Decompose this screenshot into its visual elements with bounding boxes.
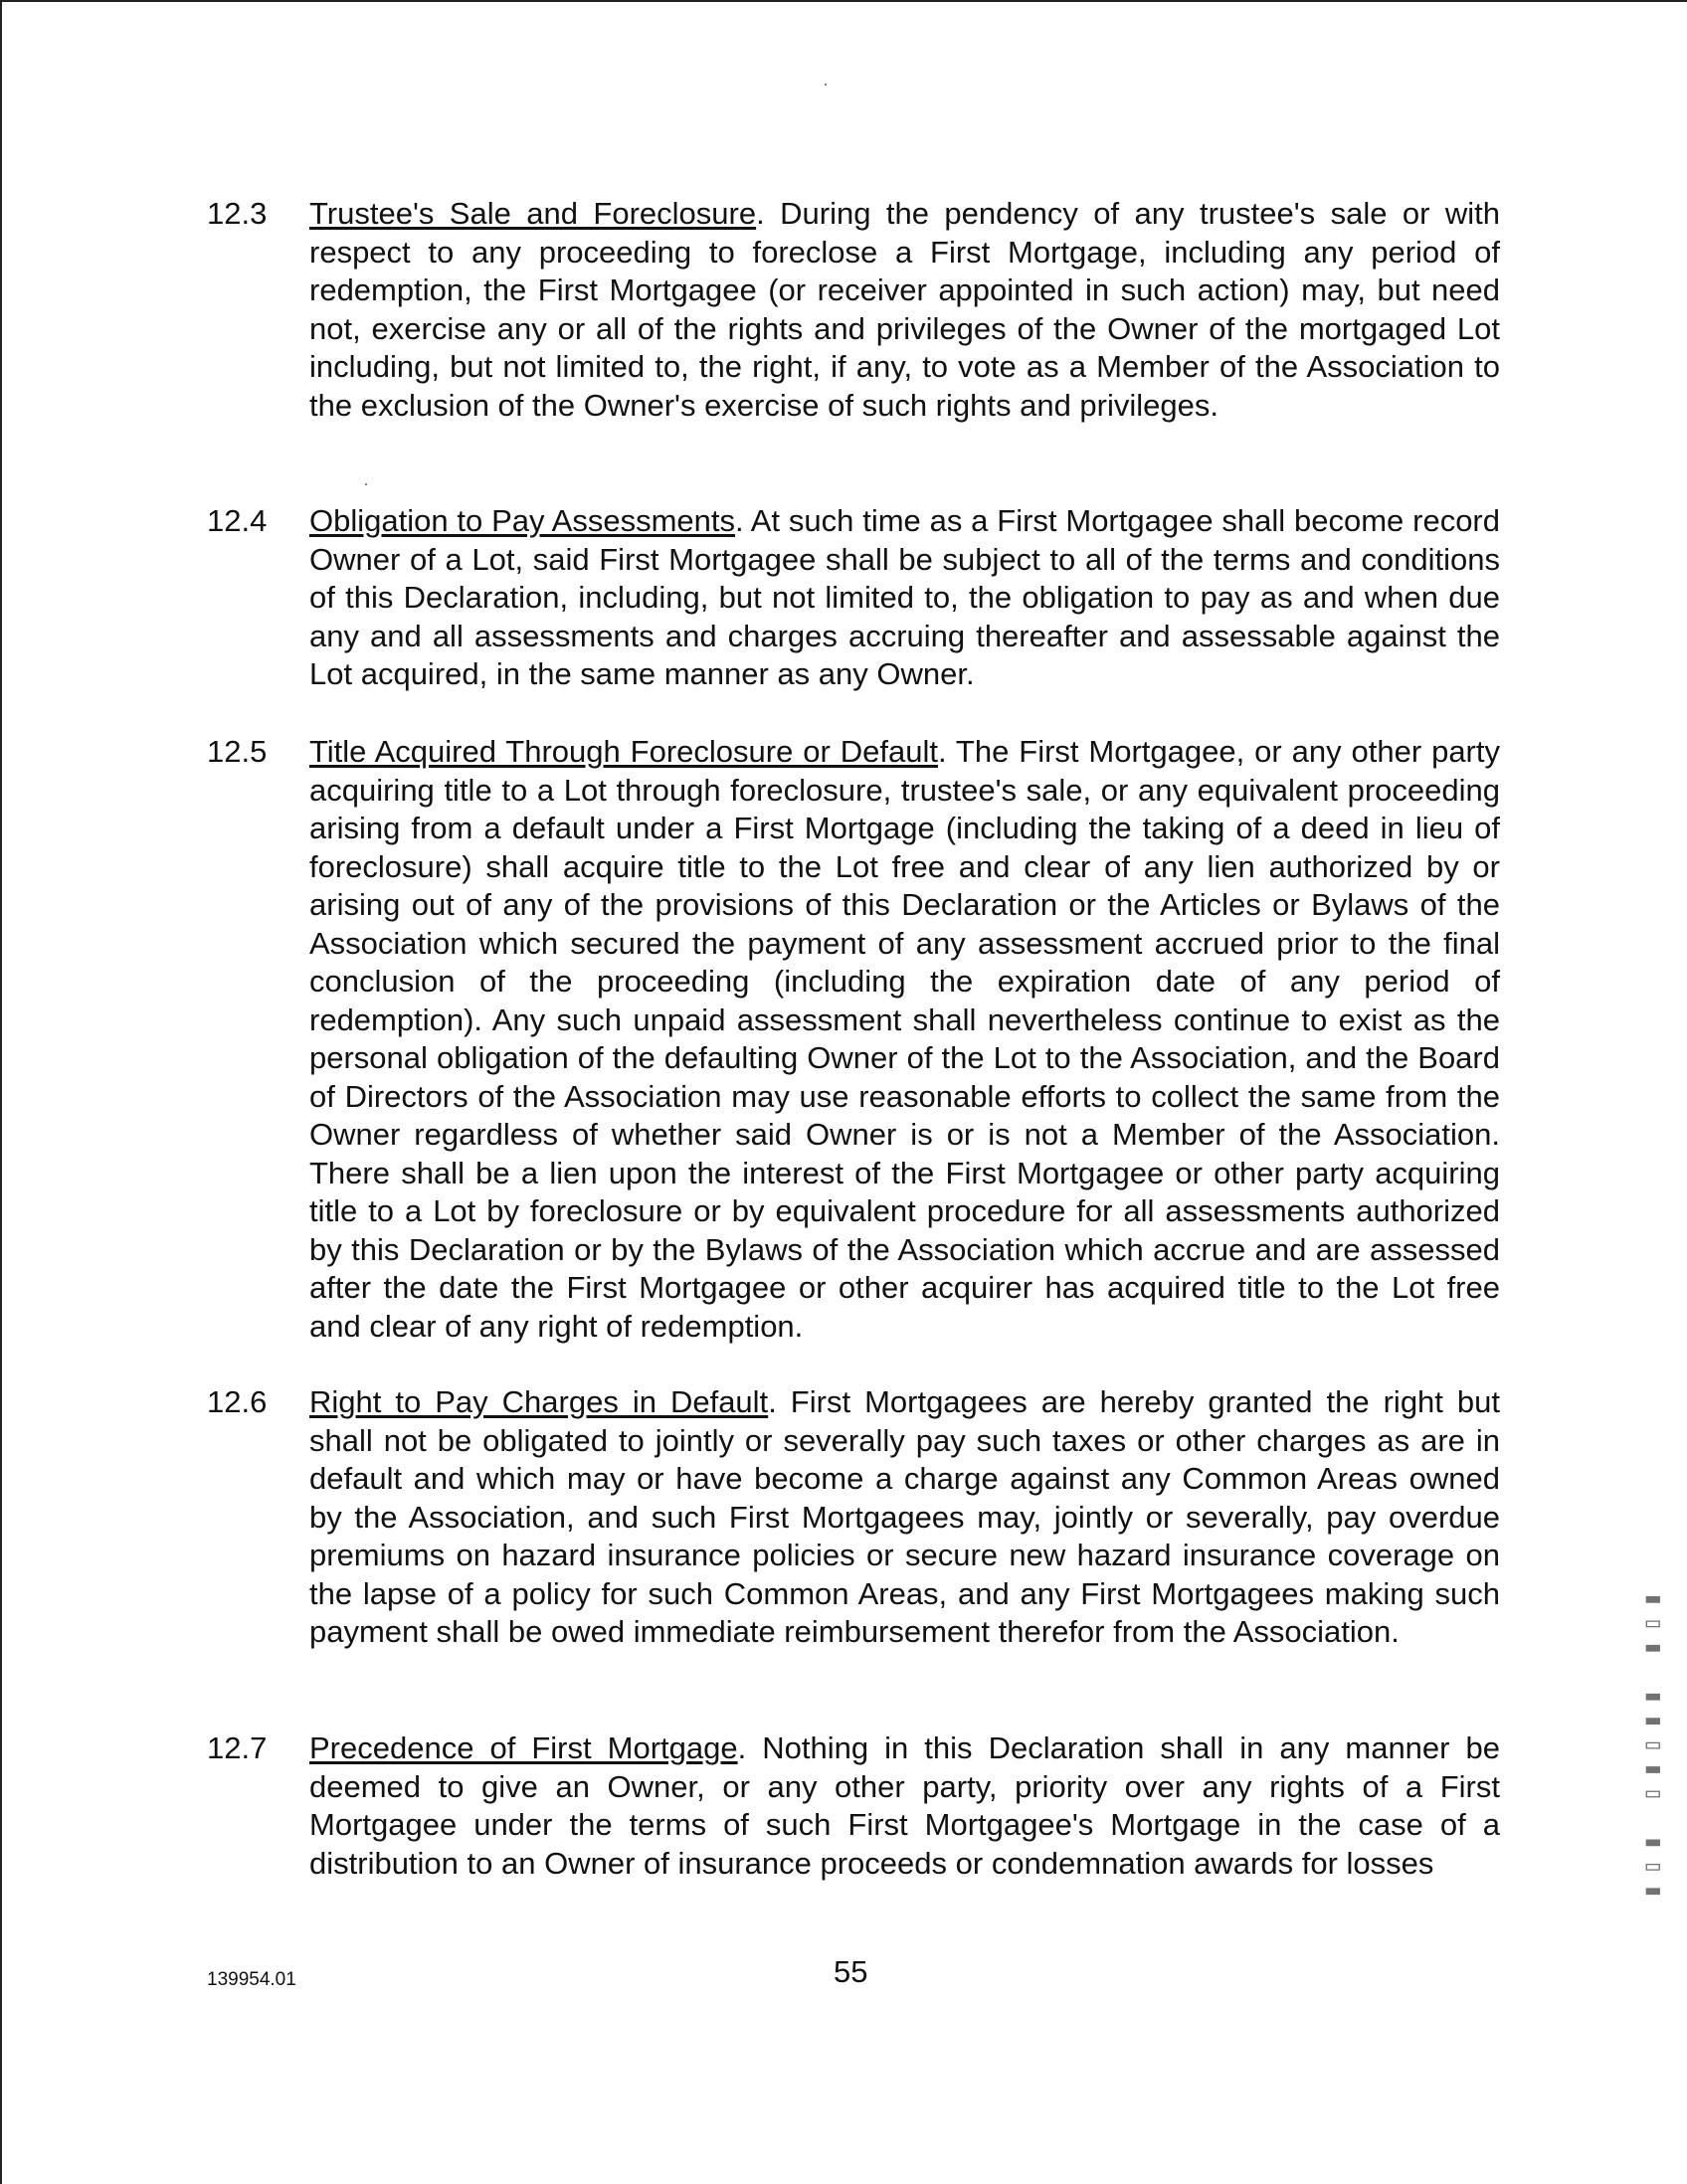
section-body <box>309 1729 1500 1883</box>
document-code: 139954.01 <box>207 1969 296 1990</box>
section-text: . First Mortgagees are hereby granted the right but shall not be obligated to jointly or severally pay such taxes or other charges as are in default and which may or have become a charge against any Common Areas owned by the Association, and such First Mortgagees may, jointly or severally, pay overdue premiums on hazard insurance policies or secure new hazard insurance coverage on the lapse of a policy for such Common Areas, and any First Mortgagees making such payment shall be owed immediate reimbursement therefor from the Association. <box>309 1384 1501 1649</box>
section-title: Title Acquired Through Foreclosure or Default <box>309 734 938 769</box>
section-number: 12.6 <box>207 1384 268 1419</box>
section-text: . During the pendency of any trustee's sale or with respect to any proceeding to foreclose a First Mortgage, including any period of redemption, the First Mortgagee (or receiver appointed in such action) may, but need not, exercise any or all of the rights and privileges of the Owner of the mortgaged Lot including, but not limited to, the right, if any, to vote as a Member of the Association to the exclusion of the Owner's exercise of such rights and privileges. <box>309 196 1500 423</box>
section-body <box>309 195 1500 425</box>
section-number: 12.3 <box>207 196 268 231</box>
section-title: Obligation to Pay Assessments <box>309 503 736 538</box>
section-number: 12.7 <box>207 1730 268 1765</box>
section-number: 12.5 <box>207 734 268 769</box>
section-title: Trustee's Sale and Foreclosure <box>309 196 757 231</box>
section-body <box>309 733 1500 1346</box>
section-number: 12.4 <box>207 503 268 538</box>
section-title: Right to Pay Charges in Default <box>309 1384 769 1419</box>
section-text: . Nothing in this Declaration shall in any manner be deemed to give an Owner, or any other party, priority over any rights of a First Mortgagee under the terms of such First Mortgagee's Mortgage in the case of a distribution to an Owner of insurance proceeds or condemnation awards for losses <box>309 1730 1501 1881</box>
section-text: . The First Mortgagee, or any other party acquiring title to a Lot through foreclosure, trustee's sale, or any equivalent proceeding arising from a default under a First Mortgage (including the taking of a deed in lieu of foreclosure) shall acquire title to the Lot free and clear of any lien authorized by or arising out of any of the provisions of this Declaration or the Articles or Bylaws of the Association which secured the payment of any assessment accrued prior to the final conclusion of the proceeding (including the expiration date of any period of redemption). Any such unpaid assessment shall nevertheless continue to exist as the personal obligation of the defaulting Owner of the Lot to the Association, and the Board of Directors of the Association may use reasonable efforts to collect the same from the Owner regardless of whether said Owner is or is not a Member of the Association. There shall be a lien upon the interest of the First Mortgagee or other party acquiring title to a Lot by foreclosure or by equivalent procedure for all assessments authorized by this Declaration or by the Bylaws of the Association which accrue and are assessed after the date the First Mortgagee or other acquirer has acquired title to the Lot free and clear of any right of redemption. <box>309 734 1500 1344</box>
page-number: 55 <box>834 1954 868 1989</box>
section-body <box>309 1383 1500 1652</box>
recording-stamp-graphic: ▮▯▮ ▯▮▯▮▮ ▮▯▮ <box>1637 1582 1665 1899</box>
section-body <box>309 502 1500 694</box>
section-text: . At such time as a First Mortgagee shall become record Owner of a Lot, said First Mortgagee shall be subject to all of the terms and conditions of this Declaration, including, but not limited to, the obligation to pay as and when due any and all assessments and charges accruing thereafter and assessable against the Lot acquired, in the same manner as any Owner. <box>309 503 1500 691</box>
section-title: Precedence of First Mortgage <box>309 1730 738 1765</box>
scan-speck <box>825 84 827 86</box>
scan-speck <box>365 483 367 485</box>
